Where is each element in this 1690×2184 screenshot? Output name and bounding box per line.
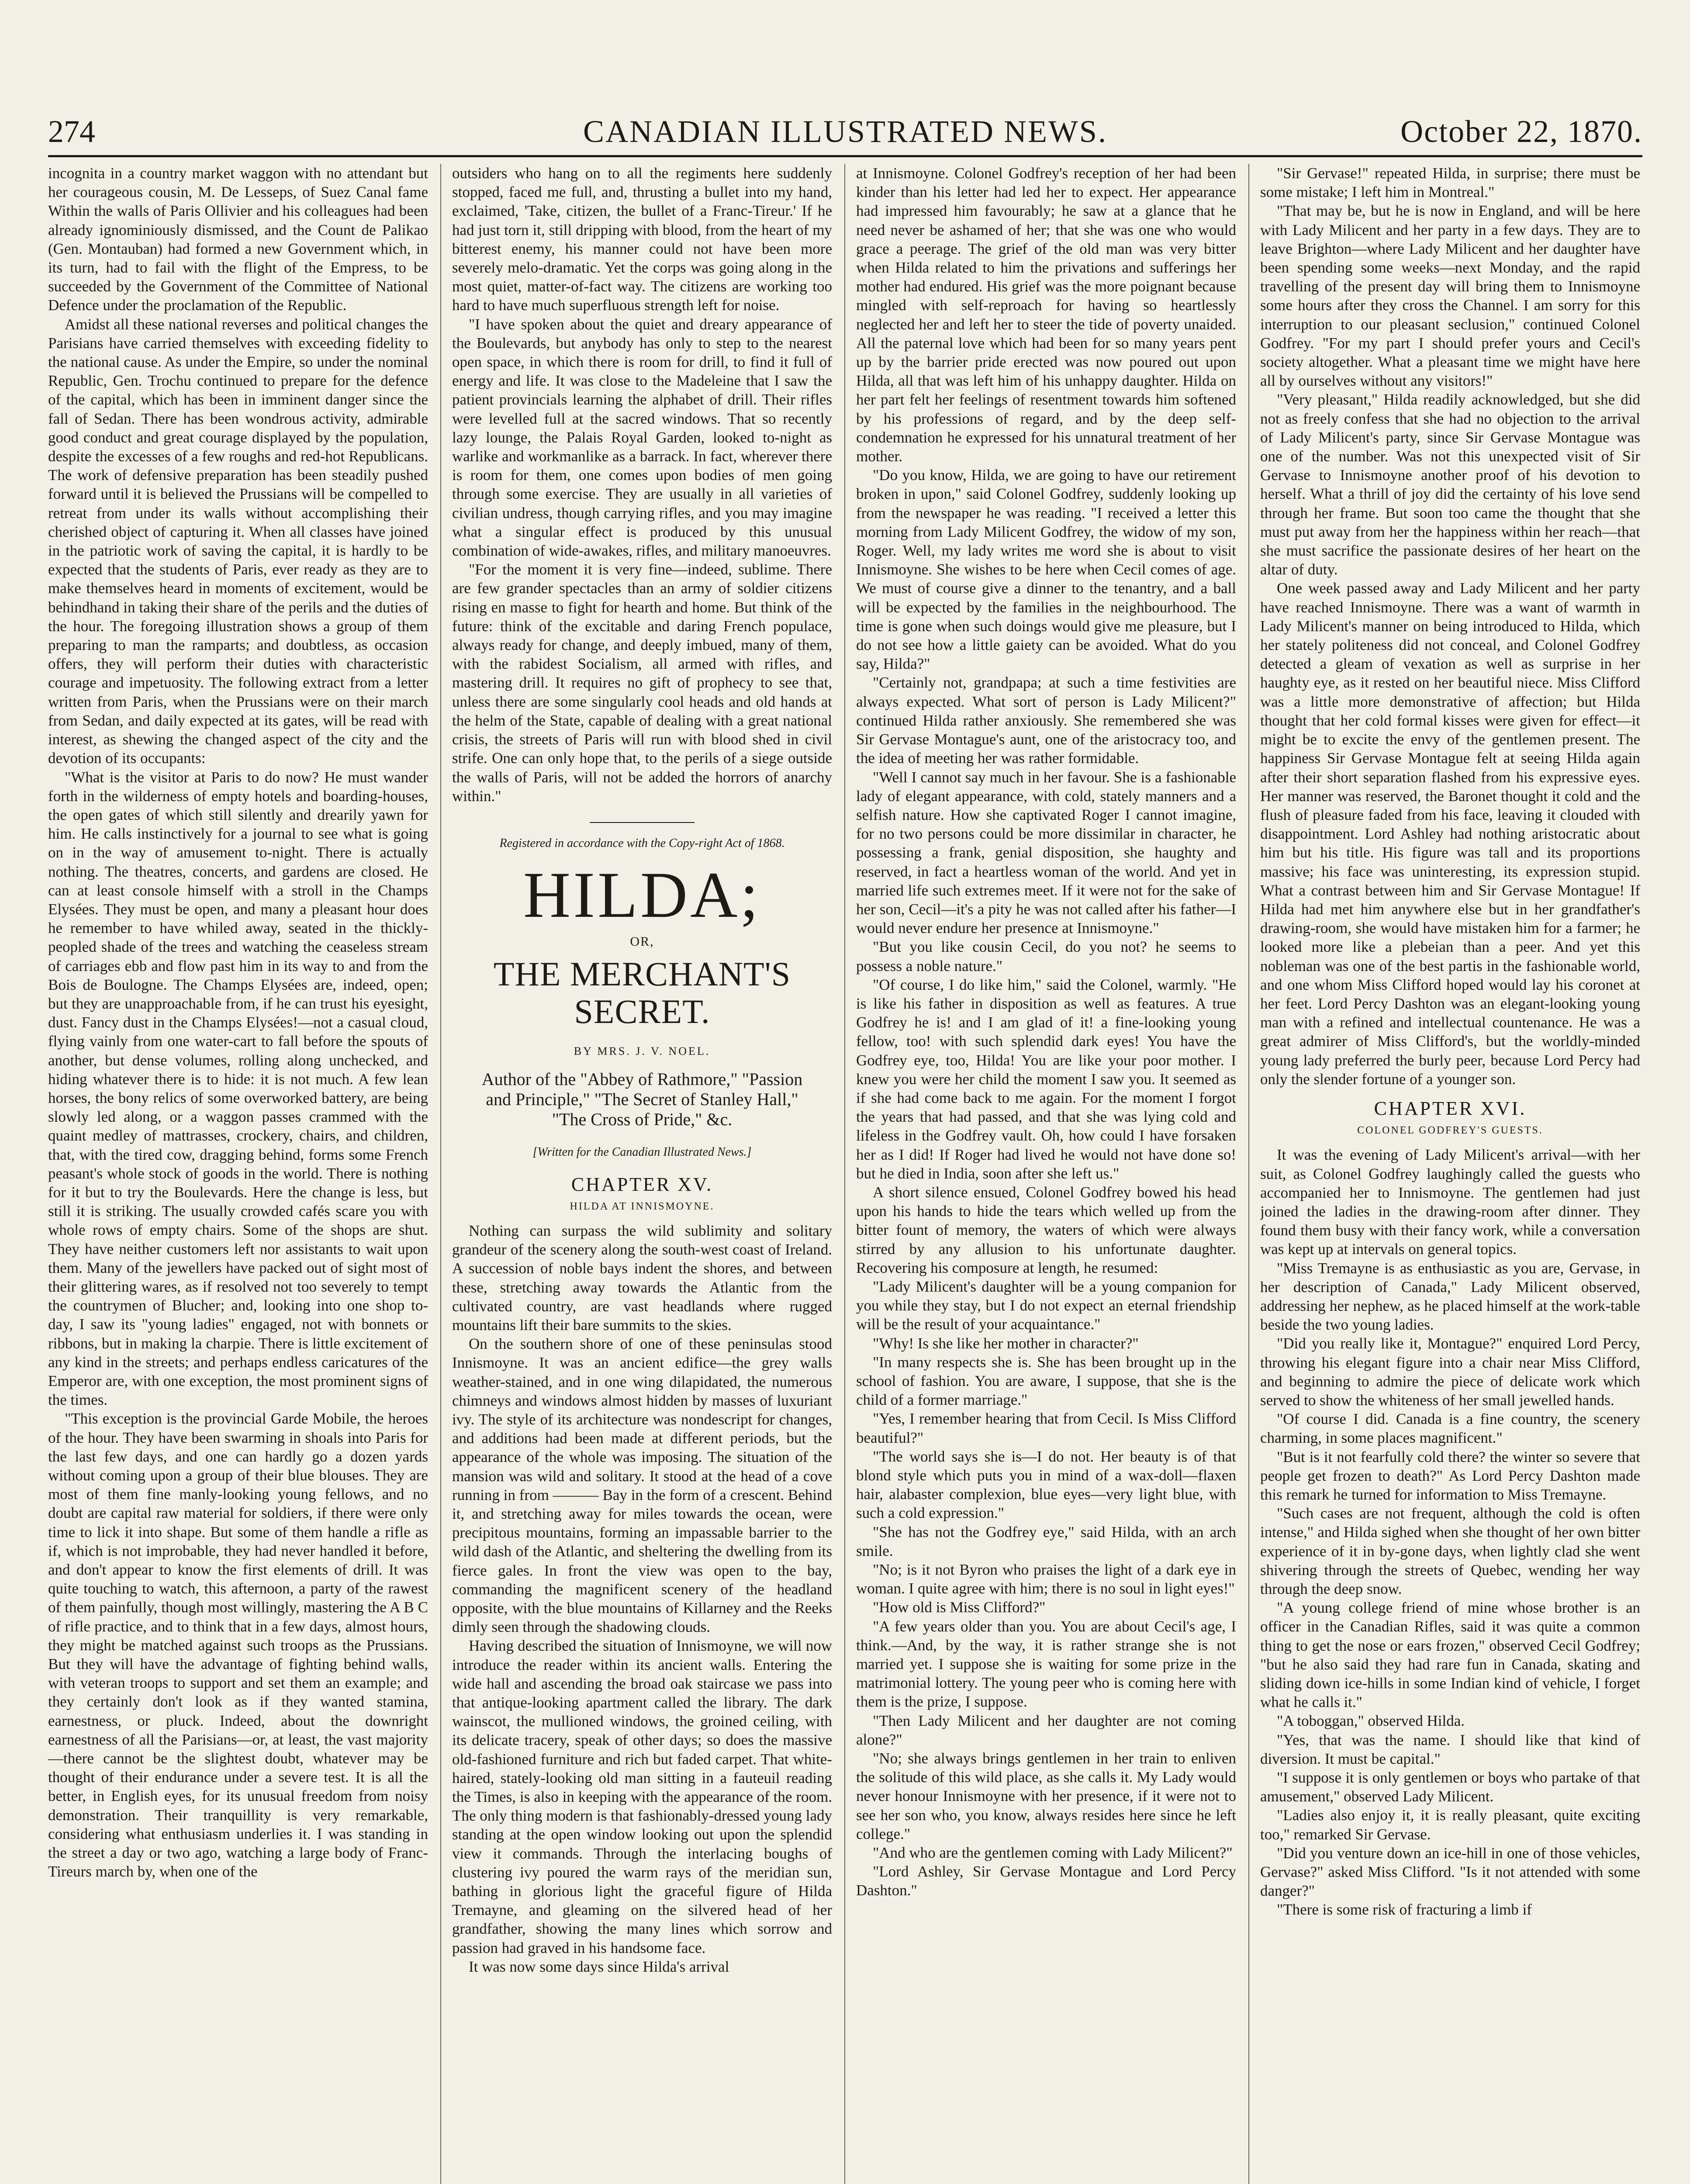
paragraph: Nothing can surpass the wild sublimity and solitary grandeur of the scenery along the south-west coast of Ireland. A succession of noble bays indent the shores, and between these, stretching away towards the Atlantic from the cultivated country, are vast headlands where rugged mountains lift their bare summits to the skies. bbox=[452, 1222, 832, 1334]
paragraph: "Yes, that was the name. I should like that kind of diversion. It must be capital." bbox=[1260, 1731, 1640, 1767]
chapter-subtitle: HILDA AT INNISMOYNE. bbox=[570, 1200, 715, 1212]
page-header bbox=[48, 111, 1642, 157]
column-rule bbox=[440, 164, 441, 2184]
paragraph: Amidst all these national reverses and political changes the Parisians have carried themselves with exceeding fidelity to the national cause. As under the Empire, so under the nominal Republic, Gen. Trochu continued to prepare for the defence of the capital, which has been in imminent danger since the fall of Sedan. There has been wondrous activity, admirable good conduct and great courage displayed by the population, despite the excesses of a few roughs and red-hot Republicans. The work of defensive preparation has been steadily pushed forward until it is believed the Prussians will be compelled to retreat from under its walls without accomplishing their cherished object of capturing it. When all classes have joined in the patriotic work of saving the capital, it is hardly to be expected that the students of Paris, ever ready as they are to make themselves heard in moments of excitement, would be behindhand in taking their share of the perils and the duties of the hour. The foregoing illustration shows a group of them preparing to man the ramparts; and doubtless, as occasion offers, they will perform their duties with characteristic courage and impetuosity. The following extract from a letter written from Paris, when the Prussians were on their march from Sedan, and daily expected at its gates, will be read with interest, as shewing the changed aspect of the city and the devotion of its occupants: bbox=[48, 315, 428, 767]
paragraph: "Well I cannot say much in her favour. She is a fashionable lady of elegant appearance, with cold, stately manners and a selfish nature. How she captivated Roger I cannot imagine, for no two persons could be more dissimilar in character, he possessing a frank, genial disposition, she haughty and reserved, in fact a heartless woman of the world. And yet in married life such extremes meet. If it were not for the sake of her son, Cecil—it's a pity he was not called after his father—I would never endure her presence at Innismoyne." bbox=[856, 768, 1236, 937]
paragraph: "Lord Ashley, Sir Gervase Montague and Lord Percy Dashton." bbox=[856, 1863, 1236, 1899]
story-title-or: OR, bbox=[630, 934, 654, 949]
issue-date: October 22, 1870. bbox=[1400, 114, 1642, 149]
paragraph: One week passed away and Lady Milicent and her party have reached Innismoyne. There was a want of warmth in Lady Milicent's manner on being introduced to Hilda, which her stately politeness did not conceal, and Colonel Godfrey detected a gleam of vexation as well as surprise in her haughty eye, as it rested on her beautiful niece. Miss Clifford was a little more demonstrative of affection; but Hilda thought that her cold formal kisses were given for effect—it might be to excite the envy of the gentlemen present. The happiness Sir Gervase Montague felt at seeing Hilda again after their short separation flashed from his expressive eyes. Her manner was reserved, the Baronet thought it cold and the flush of pleasure faded from his face, leaving it clouded with disappointment. Lord Ashley had nothing aristocratic about him but his title. His figure was tall and its proportions massive; his face was uninteresting, its expression stupid. What a contrast between him and Sir Gervase Montague! If Hilda had met him anywhere else but in her grandfather's drawing-room, she would have mistaken him for a farmer; he looked more like a plebeian than a peer. And yet this nobleman was one of the best partis in the fashionable world, and one whom Miss Clifford hoped would lay his coronet at her feet. Lord Percy Dashton was an elegant-looking young man with a refined and intellectual countenance. He was a great admirer of Miss Clifford's, but the worldly-minded young lady preferred the burly peer, because Lord Percy had only the slender fortune of a younger son. bbox=[1260, 580, 1640, 1088]
paragraph: incognita in a country market waggon with no attendant but her courageous cousin, M. De Lesseps, of Suez Canal fame Within the walls of Paris Ollivier and his colleagues had been already ignominiously dismissed, and the Count de Palikao (Gen. Montauban) had formed a new Government which, in its turn, had to fail with the flight of the Empress, to be succeeded by the Government of the Committee of National Defence under the proclamation of the Republic. bbox=[48, 165, 428, 314]
paragraph: "Did you really like it, Montague?" enquired Lord Percy, throwing his elegant figure into a chair near Miss Clifford, and beginning to admire the piece of delicate work which served to show the whiteness of her small jewelled hands. bbox=[1260, 1335, 1640, 1409]
paragraph: "Did you venture down an ice-hill in one of those vehicles, Gervase?" asked Miss Clifford. "Is it not attended with some danger?" bbox=[1260, 1844, 1640, 1900]
paragraph: "The world says she is—I do not. Her beauty is of that blond style which puts you in mind of a wax-doll—flaxen hair, alabaster complexion, blue eyes—very light blue, with such a cold expression." bbox=[856, 1448, 1236, 1522]
author-credits: Author of the "Abbey of Rathmore," "Passion and Principle," "The Secret of Stanley Hall," "The Cross of Pride," &c. bbox=[481, 1069, 803, 1130]
paragraph: "No; is it not Byron who praises the light of a dark eye in woman. I quite agree with him; there is no soul in light eyes!" bbox=[856, 1561, 1236, 1597]
chapter-heading: CHAPTER XV. bbox=[571, 1173, 713, 1195]
paragraph: "Lady Milicent's daughter will be a young companion for you while they stay, but I do not expect an eternal friendship will be the result of your acquaintance." bbox=[856, 1278, 1236, 1333]
paragraph: outsiders who hang on to all the regiments here suddenly stopped, faced me full, and, thrusting a bullet into my hand, exclaimed, 'Take, citizen, the bullet of a Franc-Tireur.' If he had just torn it, still dripping with blood, from the heart of my bitterest enemy, his manner could not have been more severely melo-dramatic. Yet the corps was going along in the most quiet, matter-of-fact way. The citizens are working too hard to have much superfluous strength left for noise. bbox=[452, 165, 832, 314]
copyright-notice: Registered in accordance with the Copy-right Act of 1868. bbox=[499, 836, 785, 850]
paragraph: It was now some days since Hilda's arrival bbox=[469, 1958, 729, 1975]
paragraph: "How old is Miss Clifford?" bbox=[873, 1599, 1046, 1616]
paragraph: at Innismoyne. Colonel Godfrey's reception of her had been kinder than his letter had led her to expect. Her appearance had impressed him favourably; he saw at a glance that he need never be ashamed of her; that she was one who would grace a peerage. The grief of the old man was very bitter when Hilda related to him the privations and sufferings her mother had endured. His grief was the more poignant because mingled with self-reproach for having so heartlessly neglected her and left her to steer the tide of poverty unaided. All the paternal love which had been for so many years pent up by the barrier pride erected was now poured out upon Hilda, all that was left him of his unhappy daughter. Hilda on her part felt her feelings of resentment towards him softened by his professions of regard, and by the deep self-condemnation he expressed for his unnatural treatment of her mother. bbox=[856, 165, 1236, 465]
paragraph: Having described the situation of Innismoyne, we will now introduce the reader within its ancient walls. Entering the wide hall and ascending the broad oak staircase we pass into that antique-looking apartment called the library. The dark wainscot, the mullioned windows, the groined ceiling, with its delicate tracery, speak of other days; so does the massive old-fashioned furniture and rich but faded carpet. That white-haired, stately-looking old man sitting in a fauteuil reading the Times, is also in keeping with the appearance of the room. The only thing modern is that fashionably-dressed young lady standing at the open window looking out upon the splendid view it commands. Through the interlacing boughs of clustering ivy poured the warm rays of the meridian sun, bathing in glorious light the graceful figure of Hilda Tremayne, and gleaming on the silvered head of her grandfather, showing the many lines which sorrow and passion had graved in his handsome face. bbox=[452, 1637, 832, 1956]
paragraph: It was the evening of Lady Milicent's arrival—with her suit, as Colonel Godfrey laughingly called the guests who accompanied her to Innismoyne. The gentlemen had just joined the ladies in the drawing-room after dinner. They found them busy with their fancy work, while a conversation was kept up at intervals on general topics. bbox=[1260, 1146, 1640, 1258]
chapter-heading: CHAPTER XVI. bbox=[1374, 1097, 1527, 1119]
paragraph: "And who are the gentlemen coming with Lady Milicent?" bbox=[873, 1844, 1233, 1862]
paragraph: "She has not the Godfrey eye," said Hilda, with an arch smile. bbox=[856, 1523, 1236, 1559]
paragraph: "A young college friend of mine whose brother is an officer in the Canadian Rifles, said it was quite a common thing to get the nose or ears frozen," observed Cecil Godfrey; "but he also said they had rare fun in Canada, skating and sliding down ice-hills in some Indian kind of vehicle, I forget what he calls it." bbox=[1260, 1599, 1640, 1711]
story-title: HILDA; bbox=[523, 858, 761, 931]
paragraph: "Such cases are not frequent, although the cold is often intense," and Hilda sighed when she thought of her own bitter experience of it in by-gone days, when lightly clad she went shivering through the streets of Quebec, wending her way through the deep snow. bbox=[1260, 1505, 1640, 1598]
paragraph: "Do you know, Hilda, we are going to have our retirement broken in upon," said Colonel Godfrey, suddenly looking up from the newspaper he was reading. "I received a letter this morning from Lady Milicent Godfrey, the widow of my son, Roger. Well, my lady writes me word she is about to visit Innismoyne. She wishes to be here when Cecil comes of age. We must of course give a dinner to the tenantry, and a ball will be expected by the families in the neighbourhood. The time is gone when such doings would give me pleasure, but I do not see how a little gaiety can be avoided. What do you say, Hilda?" bbox=[856, 467, 1236, 673]
paragraph: "No; she always brings gentlemen in her train to enliven the solitude of this wild place, as she calls it. My Lady would never honour Innismoyne with her presence, if it were not to see her son who, you know, always resides here since he left college." bbox=[856, 1750, 1236, 1842]
paragraph: "I suppose it is only gentlemen or boys who partake of that amusement," observed Lady Milicent. bbox=[1260, 1769, 1640, 1805]
paragraph: "Certainly not, grandpapa; at such a time festivities are always expected. What sort of person is Lady Milicent?" continued Hilda rather anxiously. She remembered she was Sir Gervase Montague's aunt, one of the aristocracy too, and the idea of meeting her was rather formidable. bbox=[856, 674, 1236, 767]
page-number: 274 bbox=[48, 114, 95, 149]
story-subtitle: THE MERCHANT'S SECRET. bbox=[493, 955, 791, 1031]
written-for-note: [Written for the Canadian Illustrated News.] bbox=[532, 1145, 752, 1159]
paragraph: "A few years older than you. You are about Cecil's age, I think.—And, by the way, it is rather strange she is not married yet. I suppose she is waiting for some prize in the matrimonial lottery. The young peer who is coming here with them is the prize, I suppose. bbox=[856, 1617, 1236, 1711]
column-3 bbox=[856, 164, 1236, 2184]
paragraph: "But is it not fearfully cold there? the winter so severe that people get frozen to death?" As Lord Percy Dashton made this remark he turned for information to Miss Tremayne. bbox=[1260, 1448, 1640, 1503]
paragraph: "Very pleasant," Hilda readily acknowledged, but she did not as freely confess that she had no objection to the arrival of Lady Milicent's party, since Sir Gervase Montague was one of the number. Was not this unexpected visit of Sir Gervase to Innismoyne another proof of his devotion to herself. What a thrill of joy did the certainty of his love send through her frame. But soon too came the thought that she must put away from her the happiness within her reach—that she must sacrifice the passionate desires of her heart on the altar of duty. bbox=[1260, 391, 1640, 578]
paragraph: "This exception is the provincial Garde Mobile, the heroes of the hour. They have been swarming in shoals into Paris for the last few days, and one can hardly go a dozen yards without coming upon a group of their blue blouses. They are most of them fine manly-looking young fellows, and no doubt are capital raw material for soldiers, if there were only time to lick it into shape. But some of them handle a rifle as if, which is not improbable, they had never handled it before, and don't appear to know the first elements of drill. It was quite touching to watch, this afternoon, a party of the rawest of them painfully, though most willingly, mastering the A B C of rifle practice, and to think that in a few days, almost hours, they might be matched against such troops as the Prussians. But they will have the advantage of fighting behind walls, with veteran troops to support and set them an example; and they certainly don't look as if they wanted stamina, earnestness, or pluck. Indeed, about the downright earnestness of all the Parisians—or, at least, the vast majority—there cannot be the slightest doubt, whatever may be thought of their endurance under a severe test. It is all the better, in English eyes, for its unusual freedom from noisy demonstration. Their tranquillity is very remarkable, considering what enthusiasm underlies it. I was standing in the street a day or two ago, watching a large body of Franc-Tireurs march by, when one of the bbox=[48, 1410, 428, 1880]
section-divider bbox=[590, 822, 695, 823]
paragraph: "Sir Gervase!" repeated Hilda, in surprise; there must be some mistake; I left him in Montreal." bbox=[1260, 165, 1640, 201]
paragraph: On the southern shore of one of these peninsulas stood Innismoyne. It was an ancient edifice—the grey walls weather-stained, and in one wing dilapidated, the numerous chimneys and windows almost hidden by masses of luxuriant ivy. The style of its architecture was nondescript for changes, and additions had been made at different periods, but the appearance of the whole was imposing. The situation of the mansion was wild and solitary. It stood at the head of a cove running in from ——— Bay in the form of a crescent. Behind it, and stretching away for miles towards the ocean, were precipitous mountains, forming an impassable barrier to the wild dash of the Atlantic, and sheltering the dwelling from its fierce gales. In front the view was open to the bay, commanding the magnificent scenery of the headland opposite, with the blue mountains of Killarney and the Reeks dimly seen through the shadowing clouds. bbox=[452, 1335, 832, 1636]
paragraph: "Of course, I do like him," said the Colonel, warmly. "He is like his father in disposition as well as features. A true Godfrey he is! and I am glad of it! a fine-looking young fellow, too! with such splendid dark eyes! You have the Godfrey eye, too, Hilda! You are like your poor mother. I knew you were her child the moment I saw you. It seemed as if she had come back to me again. For the moment I forgot the years that had passed, and that she was lying cold and lifeless in the Godfrey vault. Oh, how could I have forsaken her as I did! If Roger had lived he would not have done so! but he died in India, soon after she left us." bbox=[856, 976, 1236, 1182]
paragraph: "Yes, I remember hearing that from Cecil. Is Miss Clifford beautiful?" bbox=[856, 1410, 1236, 1446]
paragraph: A short silence ensued, Colonel Godfrey bowed his head upon his hands to hide the tears which welled up from the bitter fount of memory, the waters of which were always stirred by any allusion to his unfortunate daughter. Recovering his composure at length, he resumed: bbox=[856, 1183, 1236, 1276]
paragraph: "A toboggan," observed Hilda. bbox=[1277, 1712, 1465, 1730]
column-2 bbox=[452, 164, 832, 2184]
paragraph: "For the moment it is very fine—indeed, sublime. There are few grander spectacles than an army of soldier citizens rising en masse to fight for hearth and home. But think of the future: think of the excitable and daring French populace, always ready for change, and deeply imbued, many of them, with the rabidest Socialism, all armed with rifles, and mastering drill. It requires no gift of prophecy to see that, unless there are some singularly cool heads and old hands at the helm of the State, capable of dealing with a great national crisis, the streets of Paris will run with blood shed in civil strife. One can only hope that, to the perils of a siege outside the walls of Paris, will not be added the horrors of anarchy within." bbox=[452, 561, 832, 805]
paragraph: "There is some risk of fracturing a limb if bbox=[1277, 1901, 1532, 1918]
story-byline: BY MRS. J. V. NOEL. bbox=[574, 1045, 711, 1058]
paragraph: "Why! Is she like her mother in character?" bbox=[873, 1334, 1139, 1352]
paragraph: "I have spoken about the quiet and dreary appearance of the Boulevards, but anybody has only to step to the nearest open space, in which there is room for drill, to find it full of energy and life. It was close to the Madeleine that I saw the patient provincials learning the alphabet of drill. Their rifles were levelled full at the sacred windows. That so recently lazy lounge, the Palais Royal Garden, looked to-night as warlike and workmanlike as a barrack. In fact, wherever there is room for them, one comes upon bodies of men going through some exercise. They are usually in all varieties of civilian undress, though carrying rifles, and you may imagine what a singular effect is produced by this unusual combination of wide-awakes, rifles, and military manoeuvres. bbox=[452, 315, 832, 560]
publication-title: CANADIAN ILLUSTRATED NEWS. bbox=[583, 114, 1107, 149]
column-rule bbox=[844, 164, 845, 2184]
paragraph: "But you like cousin Cecil, do you not? he seems to possess a noble nature." bbox=[856, 938, 1236, 975]
paragraph: "What is the visitor at Paris to do now? He must wander forth in the wilderness of empty hotels and boarding-houses, the open gates of which still silently and drearily yawn for him. He calls instinctively for a journal to see what is going on in the way of amusement to-night. There is actually nothing. The theatres, concerts, and gardens are closed. He can at least console himself with a stroll in the Champs Elysées. They must be open, and many a pleasant hour does he remember to have whiled away, seated in the thickly-peopled shade of the trees and watching the ceaseless stream of carriages ebb and flow past him in its way to and from the Bois de Boulogne. The Champs Elysées are, indeed, open; but they are unapproachable from, if he can trust his eyesight, dust. Fancy dust in the Champs Elysées!—not a casual cloud, flying vainly from one water-cart to fall before the spouts of another, but dense volumes, rolling along unchecked, and hiding whatever there is to hide: it is not much. A few lean horses, the bony relics of some overworked battery, are being slowly led along, or a waggon passes crammed with the quaint medley of mattrasses, crockery, chairs, and children, that, with the tired cow, dragging behind, forms some French peasant's whole stock of goods in the world. There is nothing for it but to try the Boulevards. Here the change is less, but still it is striking. The usually crowded cafés scare you with whole rows of empty chairs. Some of the shops are shut. They have neither customers left nor assistants to wait upon them. Many of the jewellers have packed out of sight most of their glittering wares, as if resolved not too severely to tempt the countrymen of Blucher; and, looking into one shop to-day, I saw its "young ladies" engaged, not with bonnets or ribbons, but in making la charpie. There is little excitement of any kind in the streets; and perhaps endless caricatures of the Emperor are, with one exception, the most prominent signs of the times. bbox=[48, 768, 428, 1409]
paragraph: "In many respects she is. She has been brought up in the school of fashion. You are aware, I suppose, that she is the child of a former marriage." bbox=[856, 1353, 1236, 1409]
column-1 bbox=[48, 164, 428, 2184]
column-4 bbox=[1260, 164, 1640, 2184]
column-rule bbox=[1248, 164, 1249, 2184]
paragraph: "Miss Tremayne is as enthusiastic as you are, Gervase, in her description of Canada," Lady Milicent observed, addressing her nephew, as he placed himself at the work-table beside the two young ladies. bbox=[1260, 1259, 1640, 1334]
chapter-subtitle: COLONEL GODFREY'S GUESTS. bbox=[1357, 1125, 1543, 1137]
paragraph: "Of course I did. Canada is a fine country, the scenery charming, in some places magnificent." bbox=[1260, 1410, 1640, 1447]
paragraph: "Ladies also enjoy it, it is really pleasant, quite exciting too," remarked Sir Gervase. bbox=[1260, 1807, 1640, 1843]
paragraph: "Then Lady Milicent and her daughter are not coming alone?" bbox=[856, 1712, 1236, 1748]
paragraph: "That may be, but he is now in England, and will be here with Lady Milicent and her party in a few days. They are to leave Brighton—where Lady Milicent and her daughter have been spending some weeks—next Monday, and the rapid travelling of the present day will bring them to Innismoyne some hours after they cross the Channel. I am sorry for this interruption to our pleasant seclusion," continued Colonel Godfrey. "For my part I should prefer yours and Cecil's society altogether. What a pleasant time we might have here all by ourselves without any visitors!" bbox=[1260, 202, 1640, 390]
